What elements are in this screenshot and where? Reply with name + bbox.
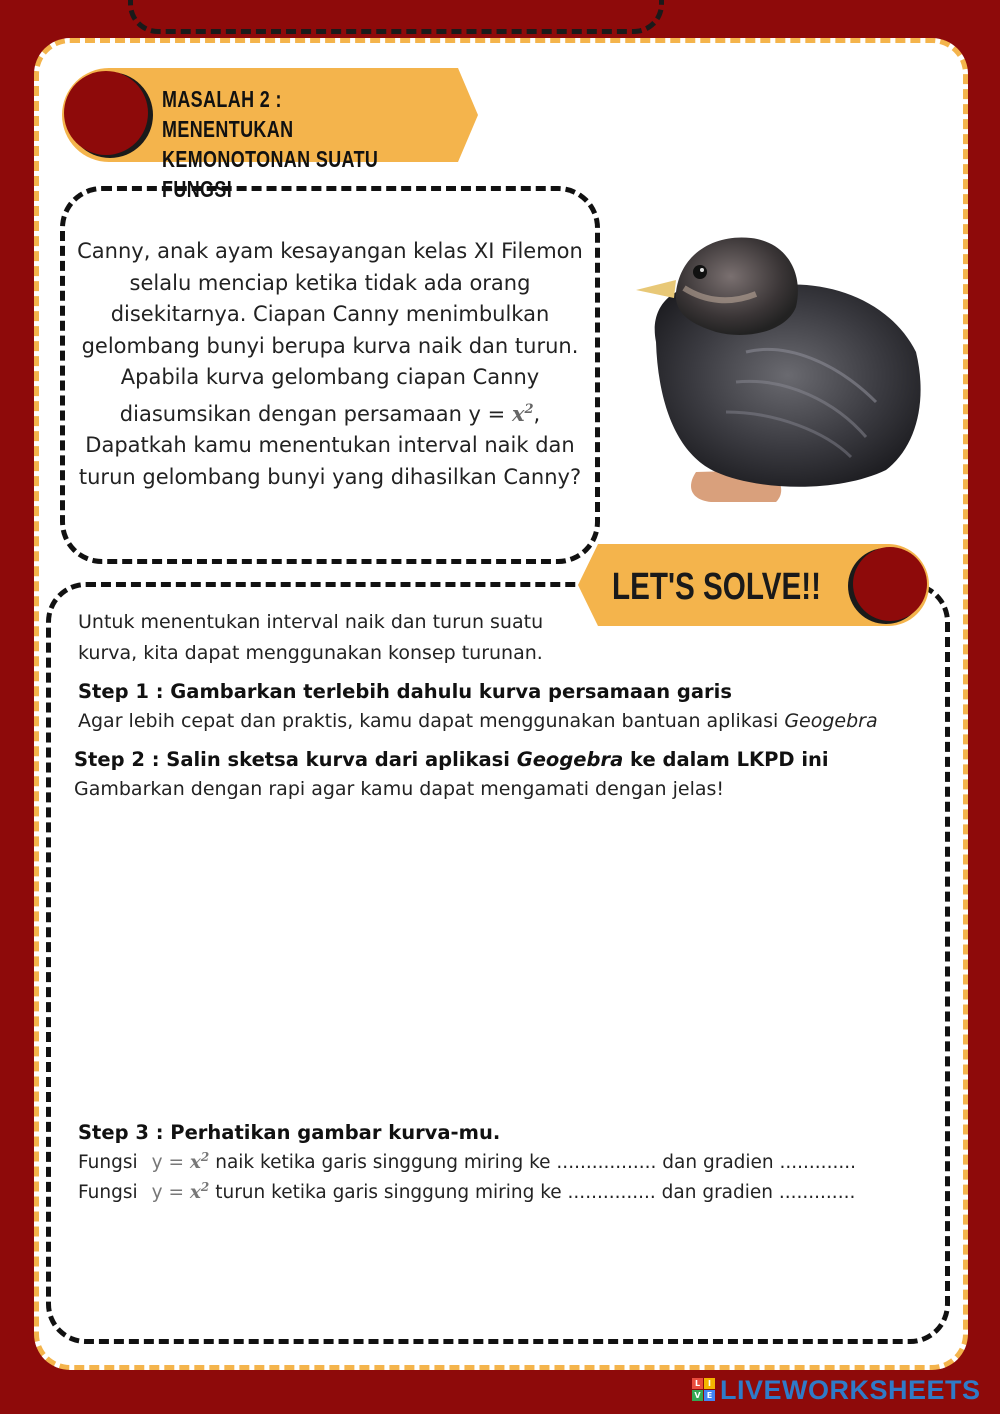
watermark-text: LIVEWORKSHEETS	[720, 1374, 981, 1405]
step1-text-main: Agar lebih cepat dan praktis, kamu dapat menggunakan bantuan aplikasi	[78, 710, 785, 732]
intro-line-1: Untuk menentukan interval naik dan turun suatu	[78, 611, 544, 633]
step2-title	[74, 744, 829, 775]
intro-text	[78, 607, 598, 669]
liveworksheets-watermark[interactable]	[692, 1374, 981, 1406]
problem-text-before: Canny, anak ayam kesayangan kelas XI Filemon selalu menciap ketika tidak ada orang disekitarnya. Ciapan Canny menimbulkan gelombang bunyi berupa kurva naik dan turun. Apabila kurva gelombang ciapan Canny diasumsikan dengan persamaan y =	[77, 239, 583, 426]
logo-letter-i: I	[704, 1378, 715, 1389]
step2-app-name: Geogebra	[516, 748, 624, 771]
fn-x: x	[189, 1182, 201, 1204]
title-line-1: MASALAH 2 : MENENTUKAN	[162, 86, 294, 142]
fn-y: y =	[151, 1182, 190, 1204]
fn-exp: 2	[200, 1150, 210, 1164]
problem-text	[68, 236, 592, 493]
logo-letter-l: L	[692, 1378, 703, 1389]
row1-text: naik ketika garis singgung miring ke ................. dan gradien .............	[215, 1152, 856, 1174]
step2-title-b: ke dalam LKPD ini	[623, 748, 829, 771]
top-decorative-dashed-border	[128, 0, 664, 34]
fn-label: Fungsi	[78, 1152, 138, 1174]
lets-solve-heading: LET'S SOLVE!!	[612, 566, 822, 608]
logo-letter-v: V	[692, 1390, 703, 1401]
step1-text	[78, 706, 878, 737]
fn-math	[152, 1182, 210, 1203]
problem-math	[512, 401, 534, 426]
math-exponent: 2	[524, 401, 534, 417]
step1-app-name: Geogebra	[784, 710, 878, 732]
function-row-decreasing	[78, 1180, 855, 1203]
title-line-2: KEMONOTONAN SUATU FUNGSI	[162, 146, 379, 202]
chick-image	[636, 232, 926, 502]
fn-label: Fungsi	[78, 1182, 138, 1204]
step2-title-a: Step 2 : Salin sketsa kurva dari aplikasi	[74, 748, 517, 771]
liveworksheets-logo-icon	[692, 1378, 716, 1402]
step3-title: Step 3 : Perhatikan gambar kurva-mu.	[78, 1121, 501, 1144]
fn-math	[152, 1152, 210, 1173]
problem-text-after: , Dapatkah kamu menentukan interval naik dan turun gelombang bunyi yang dihasilkan Canny?	[78, 401, 582, 489]
fn-y: y =	[151, 1152, 190, 1174]
row2-text: turun ketika garis singgung miring ke ............... dan gradien .............	[215, 1182, 856, 1204]
fn-exp: 2	[200, 1180, 210, 1194]
logo-letter-e: E	[704, 1390, 715, 1401]
intro-line-2: kurva, kita dapat menggunakan konsep turunan.	[78, 642, 543, 664]
step1-title: Step 1 : Gambarkan terlebih dahulu kurva persamaan garis	[78, 680, 732, 703]
function-row-increasing	[78, 1150, 856, 1173]
step2-text: Gambarkan dengan rapi agar kamu dapat mengamati dengan jelas!	[74, 778, 725, 800]
fn-x: x	[189, 1152, 201, 1174]
math-base: x	[511, 400, 525, 426]
